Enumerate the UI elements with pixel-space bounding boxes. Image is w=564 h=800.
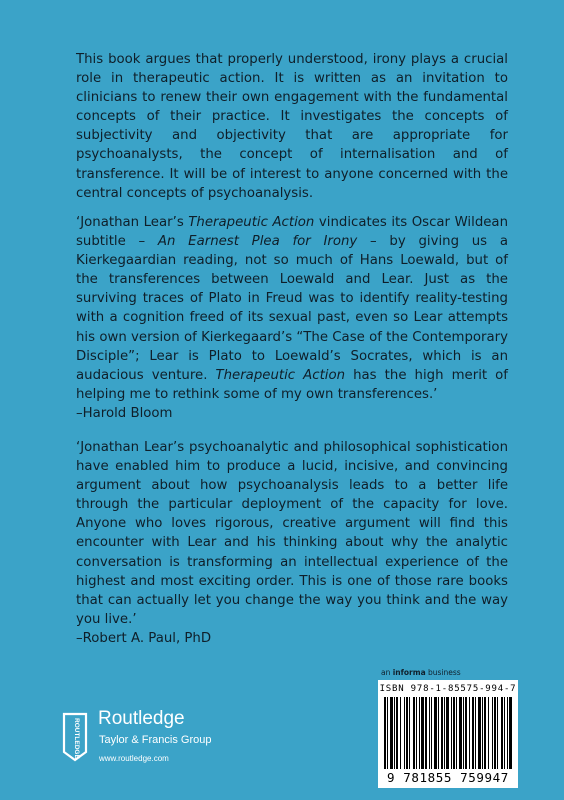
quote-attribution: –Harold Bloom	[76, 405, 173, 421]
barcode-bar	[429, 697, 430, 769]
barcode-bars	[384, 697, 512, 769]
publisher-url: www.routledge.com	[99, 754, 169, 763]
barcode-bar	[497, 697, 498, 769]
barcode-bar	[444, 697, 445, 769]
barcode-bar	[465, 697, 467, 769]
barcode-bar	[459, 697, 462, 769]
barcode-bar	[509, 697, 512, 769]
publisher-name: Routledge	[98, 708, 185, 729]
barcode-bar	[434, 697, 437, 769]
barcode-bar	[453, 697, 455, 769]
barcode-bar	[406, 697, 408, 769]
quote-subtitle: An Earnest Plea for Irony	[157, 234, 358, 250]
review-quote-bloom	[76, 213, 508, 423]
barcode-bar	[404, 697, 405, 769]
barcode-bar	[463, 697, 464, 769]
barcode-bar	[419, 697, 420, 769]
quote-text: – by giving us a Kierkegaardian reading, not so much of Hans Loewald, but of the transferences between Loewald and Lear. Just as the surviving traces of Plato in Freud was to identify reality-testing with a cognition freed of its sexual past, even so Lear attempts his own version of Kierkegaard’s “The Case of the Contemporary Disciple”; Lear is Plato to Loewald’s Socrates, which is an audacious venture.	[76, 234, 508, 383]
barcode-bar	[413, 697, 415, 769]
barcode-bar	[409, 697, 410, 769]
barcode-bar	[416, 697, 417, 769]
book-description: This book argues that properly understood, irony plays a crucial role in therapeutic action. It is written as an invitation to clinicians to renew their own engagement with the fundamental concepts of their practice. It investigates the concepts of subjectivity and objectivity that are appropriate for psychoanalysts, the concept of internalisation and of transference. It will be of interest to anyone concerned with the central concepts of psychoanalysis.	[76, 52, 508, 201]
quote-text: vindicates its Oscar Wildean subtitle –	[76, 215, 509, 250]
publisher-group: Taylor & Francis Group	[99, 734, 212, 746]
barcode-bar	[394, 697, 395, 769]
barcode-bar	[478, 697, 481, 769]
review-quote-paul	[76, 438, 508, 648]
barcode-bar	[438, 697, 439, 769]
barcode-bar	[472, 697, 474, 769]
barcode-bar	[469, 697, 470, 769]
quote-attribution: –Robert A. Paul, PhD	[76, 630, 212, 646]
barcode-bar	[484, 697, 486, 769]
barcode-bar	[421, 697, 424, 769]
informa-business-note: an informa business	[381, 668, 461, 677]
barcode-bar	[492, 697, 493, 769]
barcode-bar	[488, 697, 489, 769]
logo-lettering: ROUTLEDGE	[73, 718, 80, 759]
quote-text: ‘Jonathan Lear’s psychoanalytic and philosophical sophistication have enabled him to produce a lucid, incisive, and convincing argument about how psychoanalysis leads to a better life through the particular deployment of the capacity for love. Anyone who loves rigorous, creative argument will find this encounter with Lear and his thinking about why the analytic conversation is transforming an intellectual experience of the highest and most exciting order. This is one of those rare books that can actually let you change the way you think and the way you live.’	[76, 440, 508, 627]
barcode-bar	[441, 697, 443, 769]
informa-brand: informa	[392, 668, 426, 677]
isbn-digits: 9 781855 759947	[387, 770, 509, 785]
barcode-panel	[378, 680, 518, 788]
barcode-bar	[425, 697, 427, 769]
barcode-bar	[501, 697, 503, 769]
barcode-bar	[384, 697, 386, 769]
barcode-bar	[390, 697, 393, 769]
routledge-logo-icon	[62, 712, 88, 762]
barcode-bar	[507, 697, 508, 769]
barcode-bar	[396, 697, 398, 769]
quote-text: ‘Jonathan Lear’s	[76, 215, 189, 230]
barcode-bar	[494, 697, 496, 769]
barcode-bar	[475, 697, 476, 769]
quote-text: has the high merit of helping me to rethink some of my own transferences.’	[76, 367, 508, 402]
barcode-bar	[400, 697, 401, 769]
quote-book-title: Therapeutic Action	[188, 215, 315, 230]
barcode-bar	[431, 697, 432, 769]
barcode-bar	[387, 697, 388, 769]
barcode-bar	[446, 697, 449, 769]
isbn-label: ISBN 978-1-85575-994-7	[379, 684, 517, 694]
barcode-bar	[504, 697, 505, 769]
barcode-bar	[451, 697, 452, 769]
quote-book-title: Therapeutic Action	[215, 367, 346, 383]
barcode-bar	[456, 697, 457, 769]
barcode-bar	[482, 697, 483, 769]
